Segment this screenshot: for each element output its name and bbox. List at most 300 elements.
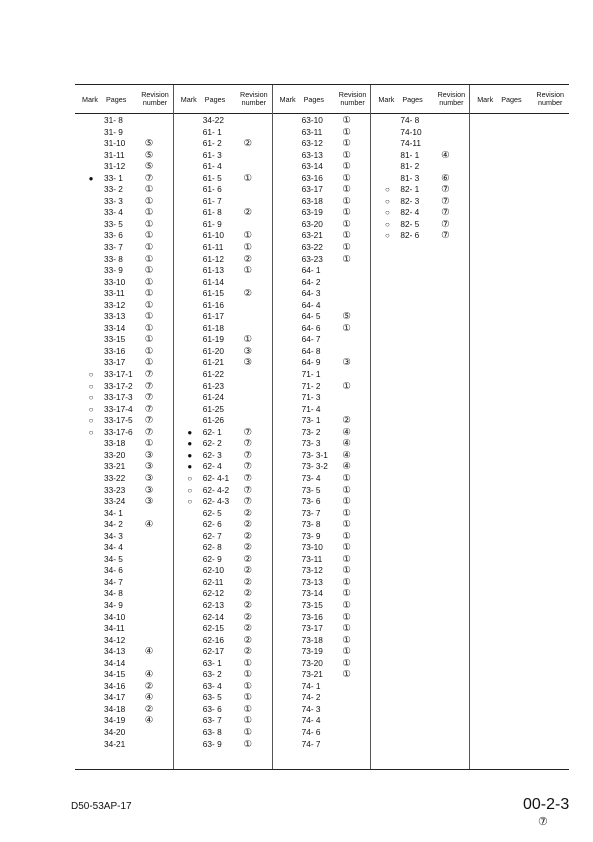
pages-cell: 73- 3 <box>301 438 321 449</box>
pages-cell: 63-22 <box>301 242 323 253</box>
pages-cell: 64- 4 <box>301 299 321 310</box>
table-row <box>273 277 371 289</box>
pages-cell: 33- 5 <box>104 218 123 229</box>
table-row <box>273 334 371 346</box>
table-row <box>273 692 371 704</box>
pages-cell: 34-13 <box>104 646 126 657</box>
pages-cell: 64- 2 <box>301 276 321 287</box>
pages-cell: 61- 8 <box>202 207 222 218</box>
table-row <box>75 196 173 208</box>
pages-cell: 33- 4 <box>104 207 123 218</box>
pages-cell: 62- 4 <box>202 461 222 472</box>
mark-cell: ○ <box>88 416 94 426</box>
table-row <box>174 138 272 150</box>
revision-cell: ② <box>342 415 351 427</box>
pages-cell: 61- 7 <box>202 195 222 206</box>
revision-cell: ② <box>144 703 154 715</box>
revision-cell: ④ <box>342 449 351 461</box>
revision-cell: ④ <box>441 149 450 161</box>
pages-cell: 61-12 <box>202 253 225 264</box>
revision-table <box>75 84 569 770</box>
revision-cell: ③ <box>144 449 154 461</box>
mark-header: Mark <box>477 95 494 104</box>
table-row <box>273 450 371 462</box>
pages-cell: 81- 1 <box>400 149 420 160</box>
pages-cell: 71- 3 <box>301 392 321 403</box>
table-row <box>273 704 371 716</box>
table-row <box>174 473 272 485</box>
pages-cell: 73-20 <box>301 657 323 668</box>
pages-cell: 34-21 <box>104 738 126 749</box>
pages-cell: 62-12 <box>202 588 225 599</box>
revision-cell: ① <box>342 623 351 635</box>
pages-cell: 62- 7 <box>202 530 222 541</box>
revision-cell: ⑦ <box>243 449 253 461</box>
table-row <box>174 369 272 381</box>
revision-cell: ② <box>243 553 253 565</box>
pages-cell: 71- 4 <box>301 403 321 414</box>
mark-cell: ○ <box>88 427 94 437</box>
mark-cell: ● <box>187 439 193 449</box>
pages-cell: 33- 6 <box>104 230 123 241</box>
pages-cell: 73- 1 <box>301 415 321 426</box>
revision-cell: ① <box>342 253 351 265</box>
table-row <box>273 138 371 150</box>
pages-cell: 61- 3 <box>202 149 222 160</box>
revision-cell: ② <box>243 646 253 658</box>
table-row <box>174 669 272 681</box>
table-row <box>174 404 272 416</box>
pages-cell: 61-23 <box>202 380 225 391</box>
revision-cell: ⑤ <box>342 311 351 323</box>
table-row <box>371 127 469 139</box>
pages-cell: 33-15 <box>104 334 126 345</box>
table-row <box>174 207 272 219</box>
revision-cell: ① <box>243 172 253 184</box>
table-row <box>371 150 469 162</box>
table-row <box>174 311 272 323</box>
table-row <box>75 588 173 600</box>
pages-cell: 81- 2 <box>400 161 420 172</box>
revision-cell: ① <box>243 715 253 727</box>
pages-cell: 31-10 <box>104 138 126 149</box>
table-row <box>273 357 371 369</box>
revision-cell: ① <box>144 299 154 311</box>
pages-cell: 33-17-5 <box>104 415 133 426</box>
pages-cell: 33-14 <box>104 322 126 333</box>
table-row <box>273 346 371 358</box>
pages-cell: 63- 2 <box>202 669 222 680</box>
table-row <box>273 161 371 173</box>
revision-cell: ⑦ <box>243 461 253 473</box>
pages-cell: 73- 3-2 <box>301 461 328 472</box>
table-row <box>174 577 272 589</box>
pages-cell: 63- 5 <box>202 692 222 703</box>
table-row <box>273 461 371 473</box>
table-row <box>75 704 173 716</box>
table-row <box>75 450 173 462</box>
pages-cell: 62-17 <box>202 646 225 657</box>
pages-header: Pages <box>402 95 423 104</box>
revision-cell: ④ <box>144 715 154 727</box>
table-row <box>174 612 272 624</box>
pages-cell: 61-24 <box>202 392 225 403</box>
revision-cell: ⑦ <box>144 426 154 438</box>
pages-cell: 82- 1 <box>400 184 420 195</box>
pages-cell: 63-10 <box>301 115 323 125</box>
table-row <box>75 473 173 485</box>
table-row <box>75 658 173 670</box>
table-row <box>174 323 272 335</box>
table-row <box>371 219 469 231</box>
pages-cell: 73- 9 <box>301 530 321 541</box>
revision-cell: ① <box>144 311 154 323</box>
table-row <box>273 311 371 323</box>
pages-cell: 33-20 <box>104 449 126 460</box>
pages-cell: 34- 2 <box>104 519 123 530</box>
table-row <box>75 115 173 127</box>
table-row <box>174 542 272 554</box>
pages-cell: 61- 6 <box>202 184 222 195</box>
revision-cell: ⑦ <box>243 496 253 508</box>
pages-cell: 61-19 <box>202 334 225 345</box>
mark-cell: ● <box>88 173 94 183</box>
revision-cell: ② <box>144 680 154 692</box>
pages-cell: 64- 1 <box>301 265 321 276</box>
pages-cell: 33-16 <box>104 345 126 356</box>
table-row <box>75 681 173 693</box>
revision-cell: ① <box>144 322 154 334</box>
revision-cell: ⑦ <box>144 380 154 392</box>
column-header <box>273 85 371 114</box>
table-row <box>273 219 371 231</box>
pages-cell: 62- 5 <box>202 507 222 518</box>
table-row <box>174 265 272 277</box>
revision-cell: ⑦ <box>144 403 154 415</box>
pages-header: Pages <box>204 95 226 104</box>
revision-cell: ① <box>342 507 351 519</box>
revision-cell: ① <box>144 438 154 450</box>
table-row <box>75 612 173 624</box>
mark-header: Mark <box>279 95 296 104</box>
mark-cell: ○ <box>384 185 390 195</box>
revision-cell: ① <box>144 345 154 357</box>
pages-cell: 63-16 <box>301 172 323 183</box>
revision-cell: ① <box>144 276 154 288</box>
table-row <box>273 127 371 139</box>
table-row <box>75 692 173 704</box>
table-row <box>273 381 371 393</box>
mark-cell: ○ <box>384 231 390 241</box>
pages-cell: 34-18 <box>104 703 126 714</box>
mark-header: Mark <box>82 95 98 104</box>
pages-cell: 61-21 <box>202 357 225 368</box>
pages-cell: 34-16 <box>104 680 126 691</box>
revision-cell: ① <box>342 126 351 138</box>
column-header <box>174 85 272 114</box>
table-column <box>273 85 372 769</box>
table-row <box>273 184 371 196</box>
pages-cell: 74-11 <box>400 138 421 149</box>
revision-cell: ① <box>342 576 351 588</box>
table-row <box>174 415 272 427</box>
pages-cell: 34- 1 <box>104 507 123 518</box>
table-row <box>371 115 469 127</box>
pages-cell: 34-11 <box>104 623 125 634</box>
mark-header: Mark <box>378 95 395 104</box>
column-header <box>371 85 469 114</box>
pages-cell: 62- 6 <box>202 519 222 530</box>
revision-cell: ⑦ <box>144 172 154 184</box>
table-row <box>273 404 371 416</box>
revision-cell: ① <box>342 138 351 150</box>
table-row <box>273 173 371 185</box>
table-row <box>75 230 173 242</box>
pages-cell: 61-26 <box>202 415 225 426</box>
table-row <box>371 173 469 185</box>
table-row <box>174 635 272 647</box>
revision-cell: ⑤ <box>144 161 154 173</box>
revision-cell: ⑦ <box>243 484 253 496</box>
revision-cell: ② <box>243 519 253 531</box>
revision-cell: ① <box>342 646 351 658</box>
revision-cell: ⑦ <box>441 218 450 230</box>
mark-cell: ○ <box>187 497 193 507</box>
revision-cell: ① <box>144 288 154 300</box>
revision-cell: ⑥ <box>441 172 450 184</box>
table-row <box>273 415 371 427</box>
table-row <box>174 196 272 208</box>
revision-cell: ① <box>243 669 253 681</box>
table-row <box>174 461 272 473</box>
revision-cell: ① <box>144 265 154 277</box>
column-header <box>75 85 173 114</box>
revision-cell: ① <box>342 161 351 173</box>
table-row <box>273 427 371 439</box>
table-row <box>174 496 272 508</box>
pages-cell: 73-17 <box>301 623 323 634</box>
revision-cell: ② <box>243 288 253 300</box>
revision-cell: ① <box>342 380 351 392</box>
pages-cell: 61-14 <box>202 276 225 287</box>
pages-cell: 73-12 <box>301 565 323 576</box>
table-row <box>75 242 173 254</box>
pages-cell: 34-15 <box>104 669 126 680</box>
page-number: 00-2-3 <box>523 796 570 813</box>
pages-cell: 63-21 <box>301 230 323 241</box>
table-row <box>174 600 272 612</box>
table-row <box>75 496 173 508</box>
table-column <box>371 85 470 769</box>
table-row <box>75 542 173 554</box>
pages-header: Pages <box>106 95 127 104</box>
revision-header: Revision number <box>141 90 169 107</box>
mark-cell: ○ <box>384 208 390 218</box>
pages-cell: 34-19 <box>104 715 126 726</box>
pages-cell: 74- 1 <box>301 680 321 691</box>
pages-cell: 62-10 <box>202 565 225 576</box>
table-row <box>75 323 173 335</box>
revision-cell: ② <box>243 530 253 542</box>
pages-cell: 64- 3 <box>301 288 321 299</box>
table-row <box>75 508 173 520</box>
pages-cell: 31-12 <box>104 161 126 172</box>
table-row <box>75 184 173 196</box>
pages-cell: 61-20 <box>202 345 225 356</box>
revision-cell: ① <box>144 334 154 346</box>
table-row <box>273 288 371 300</box>
revision-cell: ① <box>144 218 154 230</box>
pages-cell: 63-11 <box>301 126 323 137</box>
pages-cell: 61-17 <box>202 311 225 322</box>
pages-cell: 73- 3-1 <box>301 449 328 460</box>
table-row <box>273 554 371 566</box>
page-revision-mark: ⑦ <box>538 816 548 828</box>
pages-cell: 34- 3 <box>104 530 123 541</box>
table-row <box>174 450 272 462</box>
table-row <box>174 150 272 162</box>
table-row <box>75 161 173 173</box>
pages-cell: 82- 4 <box>400 207 420 218</box>
table-row <box>371 161 469 173</box>
revision-cell: ③ <box>144 461 154 473</box>
table-row <box>174 519 272 531</box>
revision-cell: ① <box>144 230 154 242</box>
mark-cell: ○ <box>88 370 94 380</box>
revision-cell: ① <box>342 115 351 126</box>
table-row <box>75 277 173 289</box>
revision-cell: ② <box>243 576 253 588</box>
table-row <box>273 485 371 497</box>
table-row <box>75 219 173 231</box>
pages-cell: 31- 8 <box>104 115 123 125</box>
revision-cell: ① <box>342 172 351 184</box>
revision-cell: ② <box>243 611 253 623</box>
revision-cell: ① <box>342 634 351 646</box>
pages-cell: 62- 4-2 <box>202 484 230 495</box>
pages-cell: 33-17-2 <box>104 380 133 391</box>
pages-cell: 74- 6 <box>301 726 321 737</box>
revision-cell: ② <box>243 542 253 554</box>
revision-cell: ④ <box>342 438 351 450</box>
pages-cell: 63-14 <box>301 161 323 172</box>
pages-cell: 64- 6 <box>301 322 321 333</box>
pages-cell: 73-10 <box>301 542 323 553</box>
table-row <box>75 565 173 577</box>
table-row <box>174 565 272 577</box>
table-row <box>75 288 173 300</box>
table-row <box>174 334 272 346</box>
pages-cell: 33-17 <box>104 357 126 368</box>
revision-cell: ① <box>243 230 253 242</box>
table-row <box>371 184 469 196</box>
table-row <box>273 254 371 266</box>
revision-cell: ⑦ <box>243 472 253 484</box>
revision-cell: ① <box>342 611 351 623</box>
table-row <box>174 277 272 289</box>
table-row <box>174 381 272 393</box>
table-row <box>174 508 272 520</box>
revision-cell: ③ <box>144 484 154 496</box>
table-row <box>75 392 173 404</box>
revision-cell: ① <box>144 195 154 207</box>
revision-cell: ① <box>342 588 351 600</box>
table-row <box>75 150 173 162</box>
pages-cell: 33- 3 <box>104 195 123 206</box>
table-row <box>174 427 272 439</box>
pages-cell: 73-21 <box>301 669 323 680</box>
revision-cell: ① <box>342 530 351 542</box>
pages-cell: 74-10 <box>400 126 422 137</box>
pages-cell: 61-25 <box>202 403 225 414</box>
pages-cell: 63- 8 <box>202 726 222 737</box>
pages-cell: 33-24 <box>104 496 126 507</box>
table-row <box>75 311 173 323</box>
pages-cell: 61- 4 <box>202 161 222 172</box>
revision-cell: ① <box>144 357 154 369</box>
revision-cell: ④ <box>144 692 154 704</box>
table-row <box>174 242 272 254</box>
pages-cell: 62-13 <box>202 599 225 610</box>
table-row <box>273 150 371 162</box>
table-row <box>174 357 272 369</box>
pages-cell: 33-21 <box>104 461 126 472</box>
table-row <box>174 531 272 543</box>
revision-cell: ① <box>342 184 351 196</box>
table-row <box>174 623 272 635</box>
table-row <box>174 658 272 670</box>
revision-cell: ① <box>144 207 154 219</box>
pages-cell: 31-11 <box>104 149 125 160</box>
pages-cell: 73-11 <box>301 553 323 564</box>
table-row <box>273 531 371 543</box>
pages-cell: 64- 9 <box>301 357 321 368</box>
pages-cell: 74- 4 <box>301 715 321 726</box>
revision-cell: ④ <box>144 646 154 658</box>
pages-cell: 73-16 <box>301 611 323 622</box>
table-row <box>174 173 272 185</box>
pages-cell: 82- 5 <box>400 218 420 229</box>
table-row <box>371 207 469 219</box>
revision-cell: ① <box>342 230 351 242</box>
table-row <box>273 612 371 624</box>
table-row <box>75 715 173 727</box>
revision-cell: ③ <box>342 357 351 369</box>
pages-cell: 73-18 <box>301 634 323 645</box>
table-row <box>174 692 272 704</box>
table-row <box>273 669 371 681</box>
revision-cell: ③ <box>144 496 154 508</box>
table-row <box>174 646 272 658</box>
table-row <box>273 508 371 520</box>
table-row <box>75 381 173 393</box>
table-row <box>371 138 469 150</box>
table-row <box>174 127 272 139</box>
revision-cell: ② <box>243 253 253 265</box>
revision-cell: ① <box>342 553 351 565</box>
pages-cell: 34- 7 <box>104 576 123 587</box>
pages-cell: 33-17-4 <box>104 403 133 414</box>
table-row <box>75 404 173 416</box>
revision-cell: ① <box>243 680 253 692</box>
table-row <box>75 346 173 358</box>
table-row <box>273 265 371 277</box>
pages-cell: 63-13 <box>301 149 323 160</box>
pages-cell: 33-12 <box>104 299 126 310</box>
mark-cell: ○ <box>384 219 390 229</box>
table-row <box>273 392 371 404</box>
pages-cell: 62- 1 <box>202 426 222 437</box>
